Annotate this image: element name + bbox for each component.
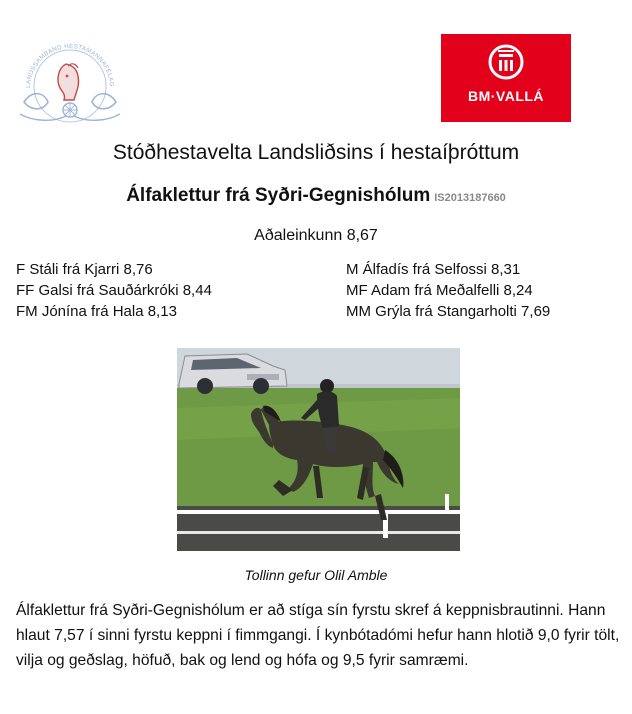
bm-valla-emblem-icon	[441, 34, 571, 122]
lh-emblem-icon	[14, 30, 126, 126]
horse-name: Álfaklettur frá Syðri-Gegnishólum	[126, 185, 431, 206]
registration-number: IS2013187660	[434, 192, 506, 204]
svg-text:LANDSSAMBAND HESTAMANNAFÉLAGA: LANDSSAMBAND HESTAMANNAFÉLAG	[24, 42, 116, 89]
pedigree-dam: M Álfadís frá Selfossi 8,31	[346, 261, 521, 278]
pedigree-sire-sire: FF Galsi frá Sauðárkróki 8,44	[16, 282, 212, 299]
horse-heading	[0, 185, 632, 207]
pedigree-sire-dam: FM Jónína frá Hala 8,13	[16, 303, 177, 320]
photo-caption: Tollinn gefur Olil Amble	[244, 567, 388, 583]
brand-name: BM·VALLÁ	[467, 88, 545, 104]
pedigree-dam-dam: MM Grýla frá Stangarholti 7,69	[346, 303, 551, 320]
pedigree-sire: F Stáli frá Kjarri 8,76	[16, 261, 153, 278]
pedigree-dam-side	[346, 259, 550, 322]
bm-valla-logo	[441, 34, 571, 122]
lh-logo	[14, 30, 126, 126]
page-title: Stóðhestavelta Landsliðsins í hestaíþróttum	[112, 141, 520, 164]
horse-description: Álfaklettur frá Syðri-Gegnishólum er að stíga sín fyrstu skref á keppnisbrautinni. Hann hlaut 7,57 í sinni fyrstu keppni í fimmgangi. Í kynbótadómi hefur hann hlotið 9,0 fyrir tölt, vilja og geðslag, höfuð, bak og lend og hófa og 9,5 fyrir samræmi.	[16, 602, 620, 669]
horse-photo	[177, 348, 460, 551]
pedigree-dam-sire: MF Adam frá Meðalfelli 8,24	[346, 282, 533, 299]
total-score: Aðaleinkunn 8,67	[254, 227, 378, 244]
pedigree-sire-side	[16, 259, 212, 322]
